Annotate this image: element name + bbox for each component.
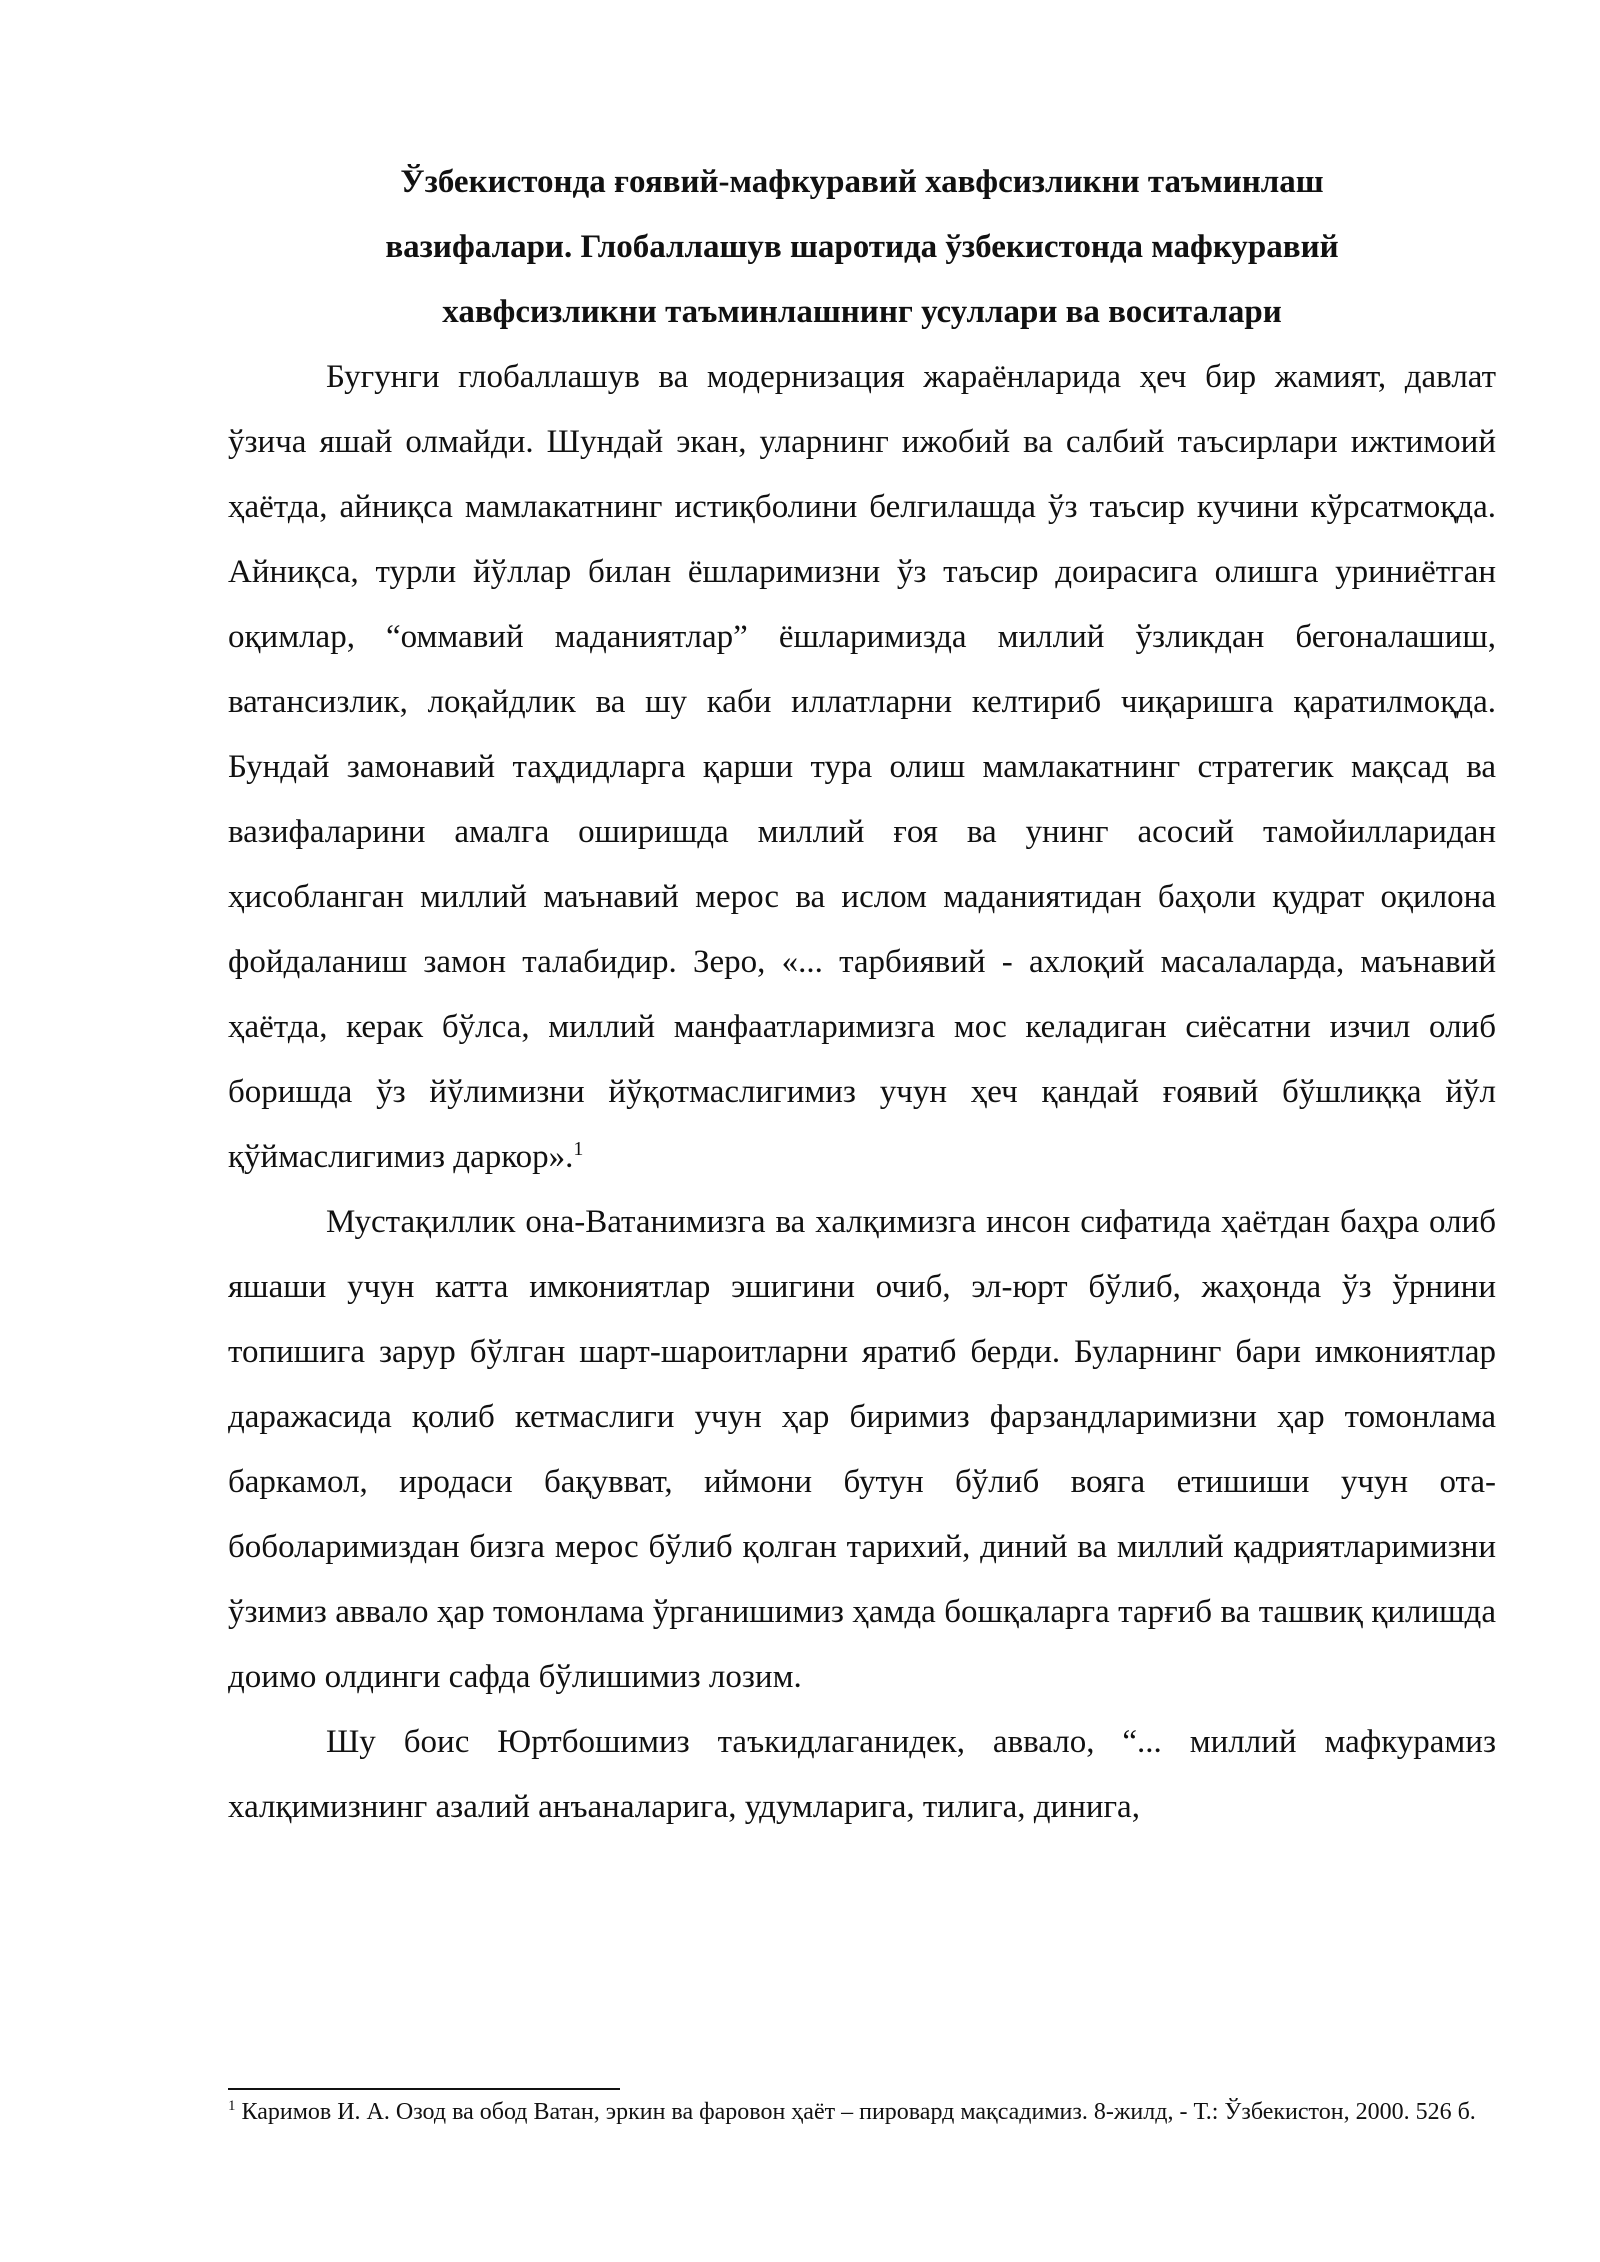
footnote: [228, 2098, 1496, 2127]
footnote-mark: 1: [228, 2098, 236, 2114]
footnote-text: Каримов И. А. Озод ва обод Ватан, эркин ва фаровон ҳаёт – пировард мақсадимиз. 8-жилд, - Т.: Ўзбекистон, 2000. 526 б.: [241, 2099, 1476, 2125]
paragraph-2: Мустақиллик она-Ватанимизга ва халқимизга инсон сифатида ҳаётдан баҳра олиб яшаши учун катта имкониятлар эшигини очиб, эл-юрт бўлиб, жаҳонда ўз ўрнини топишига зарур бўлган шарт-шароитларни яратиб берди. Буларнинг бари имкониятлар даражасида қолиб кетмаслиги учун ҳар биримиз фарзандларимизни ҳар томонлама баркамол, иродаси бақувват, иймони бутун бўлиб вояга етишиши учун ота-боболаримиздан бизга мерос бўлиб қолган тарихий, диний ва миллий қадриятларимизни ўзимиз аввало ҳар томонлама ўрганишимиз ҳамда бошқаларга тарғиб ва ташвиқ қилишда доимо олдинги сафда бўлишимиз лозим.: [228, 1204, 1496, 1695]
paragraph-1-text: Бугунги глобаллашув ва модернизация жараёнларида ҳеч бир жамият, давлат ўзича яшай олмайди. Шундай экан, уларнинг ижобий ва салбий таъсирлари ижтимоий ҳаётда, айниқса мамлакатнинг истиқболини белгилашда ўз таъсир кучини кўрсатмоқда. Айниқса, турли йўллар билан ёшларимизни ўз таъсир доирасига олишга уриниётган оқимлар, “оммавий маданиятлар” ёшларимизда миллий ўзликдан бегоналашиш, ватансизлик, лоқайдлик ва шу каби иллатларни келтириб чиқаришга қаратилмоқда. Бундай замонавий таҳдидларга қарши тура олиш мамлакатнинг стратегик мақсад ва вазифаларини амалга оширишда миллий ғоя ва унинг асосий тамойилларидан ҳисобланган миллий маънавий мерос ва ислом маданиятидан баҳоли қудрат оқилона фойдаланиш замон талабидир. Зеро, «... тарбиявий - ахлоқий масалаларда, маънавий ҳаётда, керак бўлса, миллий манфаатларимизга мос келадиган сиёсатни изчил олиб боришда ўз йўлимизни йўқотмаслигимиз учун ҳеч қандай ғоявий бўшлиққа йўл қўймаслигимиз даркор».: [228, 359, 1496, 1175]
document-title: Ўзбекистонда ғоявий-мафкуравий хавфсизликни таъминлаш вазифалари. Глобаллашув шаротида ўзбекистонда мафкуравий хавфсизликни таъминлашнинг усуллари ва воситалари: [385, 164, 1339, 330]
paragraph-1: [228, 345, 1496, 1190]
paragraph-3: Шу боис Юртбошимиз таъкидлаганидек, аввало, “... миллий мафкурамиз халқимизнинг азалий анъаналарига, удумларига, тилига, динига,: [228, 1724, 1496, 1825]
footnote-separator: [228, 2088, 620, 2090]
document-page: [228, 150, 1496, 1840]
footnote-reference: 1: [573, 1138, 584, 1160]
